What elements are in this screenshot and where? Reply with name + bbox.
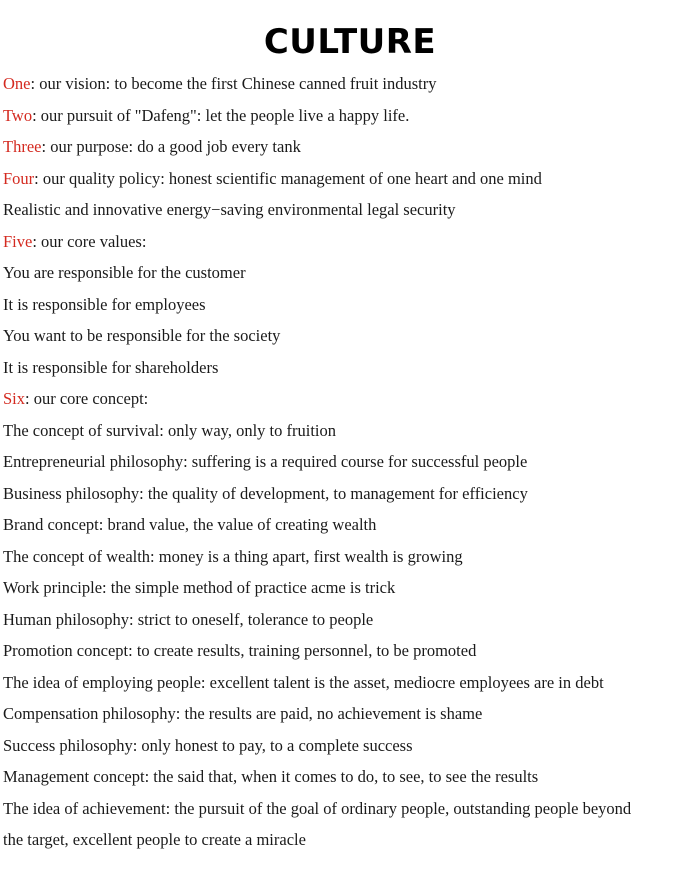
line-text: Management concept: the said that, when it comes to do, to see, to see the results — [3, 767, 539, 786]
culture-line — [3, 572, 700, 604]
culture-list — [3, 68, 700, 856]
line-text: You want to be responsible for the society — [3, 326, 281, 345]
line-text: : our core concept: — [25, 389, 149, 408]
line-text: It is responsible for employees — [3, 294, 206, 314]
culture-line — [3, 761, 700, 793]
culture-line — [3, 100, 700, 132]
line-text: Entrepreneurial philosophy: suffering is a required course for successful people — [3, 452, 528, 471]
line-text: : our quality policy: honest scientific management of one heart and one mind — [34, 168, 542, 188]
culture-line — [3, 509, 700, 541]
line-text: : our purpose: do a good job every tank — [41, 137, 301, 156]
culture-line — [3, 730, 700, 762]
line-text: Compensation philosophy: the results are paid, no achievement is shame — [3, 704, 483, 723]
line-number: Three — [3, 137, 42, 156]
culture-line — [3, 415, 700, 447]
line-text: the target, excellent people to create a miracle — [3, 830, 306, 849]
culture-line — [3, 131, 700, 163]
culture-line — [3, 541, 700, 573]
culture-line — [3, 226, 700, 258]
line-text: : our vision: to become the first Chinese canned fruit industry — [30, 74, 437, 93]
culture-line — [3, 478, 700, 510]
culture-line — [3, 320, 700, 352]
line-text: Work principle: the simple method of practice acme is trick — [3, 578, 396, 597]
line-text: The concept of survival: only way, only to fruition — [3, 420, 336, 440]
culture-line — [3, 163, 700, 195]
culture-line — [3, 793, 700, 825]
culture-line — [3, 194, 700, 226]
line-text: Business philosophy: the quality of development, to management for efficiency — [3, 483, 528, 503]
culture-line — [3, 352, 700, 384]
line-text: The concept of wealth: money is a thing apart, first wealth is growing — [3, 546, 463, 566]
line-text: : our pursuit of "Dafeng": let the people live a happy life. — [32, 105, 410, 125]
culture-line — [3, 68, 700, 100]
culture-line — [3, 289, 700, 321]
culture-line — [3, 604, 700, 636]
line-text: Brand concept: brand value, the value of creating wealth — [3, 515, 377, 534]
culture-line — [3, 667, 700, 699]
line-text: The idea of achievement: the pursuit of the goal of ordinary people, outstanding people beyond — [3, 798, 632, 818]
line-text: The idea of employing people: excellent talent is the asset, mediocre employees are in debt — [3, 672, 604, 692]
culture-line — [3, 383, 700, 415]
page-title: CULTURE — [263, 22, 437, 62]
culture-line — [3, 446, 700, 478]
culture-line — [3, 824, 700, 856]
line-number: Four — [3, 168, 35, 188]
line-text: Success philosophy: only honest to pay, to a complete success — [3, 735, 413, 755]
culture-line — [3, 698, 700, 730]
line-number: One — [3, 74, 31, 93]
line-text: You are responsible for the customer — [3, 263, 246, 282]
line-text: Human philosophy: strict to oneself, tolerance to people — [3, 609, 374, 629]
line-text: : our core values: — [32, 231, 147, 251]
line-text: Promotion concept: to create results, training personnel, to be promoted — [3, 641, 477, 660]
line-number: Six — [3, 389, 26, 408]
line-number: Five — [3, 231, 33, 251]
line-text: Realistic and innovative energy−saving environmental legal security — [3, 200, 456, 219]
line-text: It is responsible for shareholders — [3, 357, 219, 377]
culture-line — [3, 257, 700, 289]
culture-line — [3, 635, 700, 667]
line-number: Two — [3, 105, 33, 125]
